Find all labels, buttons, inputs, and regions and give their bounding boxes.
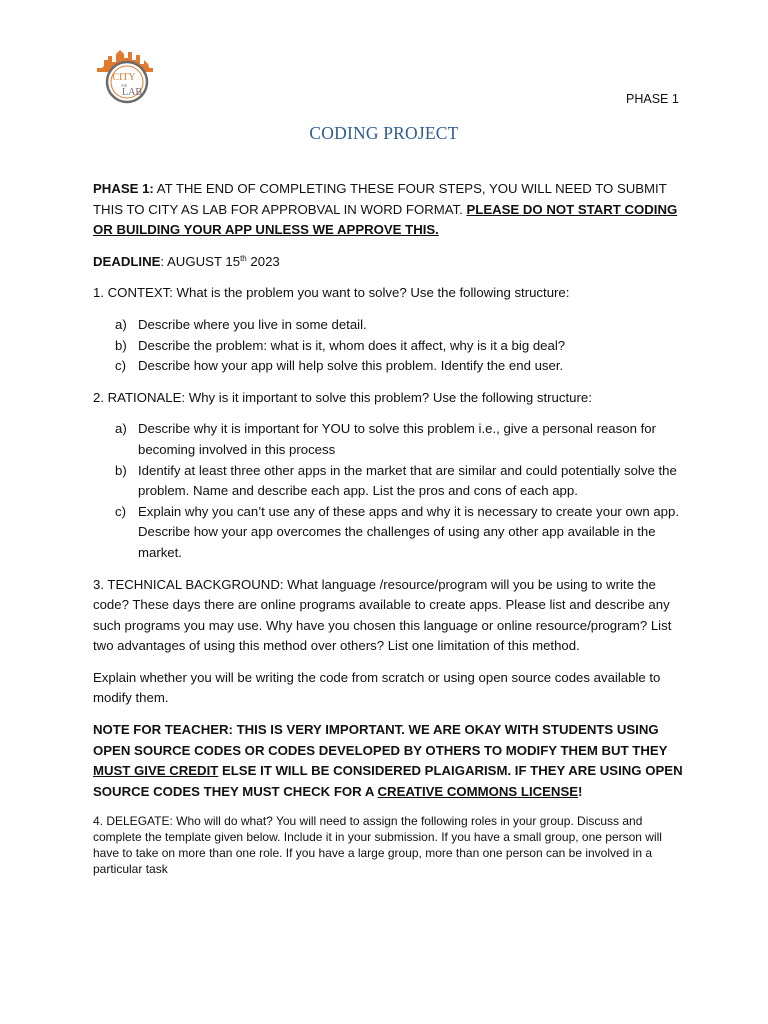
logo-text-as: AS (120, 83, 128, 88)
phase-label: PHASE 1 (626, 92, 679, 106)
deadline-label: DEADLINE (93, 253, 161, 269)
deadline-year: 2023 (246, 253, 280, 269)
list-item (93, 356, 683, 377)
teacher-note (93, 720, 683, 802)
list-marker: a) (115, 316, 127, 332)
list-marker: b) (115, 337, 127, 353)
rationale-heading: 2. RATIONALE: Why is it important to solve this problem? Use the following structure: (93, 389, 592, 405)
teacher-note-part1: NOTE FOR TEACHER: THIS IS VERY IMPORTANT. WE ARE OKAY WITH STUDENTS USING OPEN SOURCE CODES OR CODES DEVELOPED BY OTHERS TO MODIFY THEM BUT THEY (93, 722, 668, 758)
list-item (93, 461, 683, 502)
list-item-text: Describe why it is important for YOU to solve this problem i.e., give a personal reason for becoming involved in this process (138, 421, 656, 457)
deadline-line (93, 252, 683, 273)
list-item (93, 419, 683, 460)
teacher-note-license: CREATIVE COMMONS LICENSE (377, 783, 579, 799)
list-item (93, 502, 683, 564)
list-item-text: Explain why you can’t use any of these apps and why it is necessary to create your own app. Describe how your app overcomes the challenges of using any other app available in the market. (138, 503, 679, 560)
city-as-lab-logo (94, 44, 156, 106)
list-marker: b) (115, 462, 127, 478)
intro-emphasis: PLEASE DO NOT START CODING OR BUILDING YOUR APP UNLESS WE APPROVE THIS. (93, 201, 678, 238)
list-item-text: Identify at least three other apps in the market that are similar and could potentially solve the problem. Name and describe each app. List the pros and cons of each app. (138, 462, 677, 499)
page-title: CODING PROJECT (309, 123, 459, 143)
intro-lead: PHASE 1: (93, 181, 154, 196)
logo-text-lab: LAB (122, 87, 142, 98)
technical-background-paragraph: 3. TECHNICAL BACKGROUND: What language /resource/program will you be using to write the code? These days there are online programs available to create apps. Please list and describe any such programs you may use. Why have you chosen this language or online resource/program? List two advantages of using this method over others? List one limitation of this method. (93, 576, 672, 654)
rationale-list (93, 419, 683, 563)
teacher-note-credit: MUST GIVE CREDIT (93, 763, 219, 779)
list-item-text: Describe where you live in some detail. (138, 316, 367, 332)
list-item (93, 336, 683, 357)
explain-paragraph: Explain whether you will be writing the code from scratch or using open source codes available to modify them. (93, 669, 661, 706)
list-marker: c) (115, 358, 126, 374)
logo-text-city: CITY (112, 72, 136, 83)
document-body (93, 179, 683, 888)
list-item-text: Describe how your app will help solve this problem. Identify the end user. (138, 358, 564, 374)
context-list (93, 315, 683, 377)
list-marker: c) (115, 503, 126, 519)
deadline-sup: th (240, 253, 247, 263)
list-item (93, 315, 683, 336)
list-marker: a) (115, 421, 127, 437)
intro-text: AT THE END OF COMPLETING THESE FOUR STEPS, YOU WILL NEED TO SUBMIT THIS TO CITY AS LAB FOR APPROBVAL IN WORD FORMAT. (93, 181, 667, 217)
deadline-date: : AUGUST 15 (160, 253, 241, 269)
delegate-paragraph: 4. DELEGATE: Who will do what? You will need to assign the following roles in your group. Discuss and complete the template given below. Include it in your submission. If you have a small group, one person will have to take on more than one role. If you have a large group, more than one person can be involved in a particular task (93, 814, 662, 877)
list-item-text: Describe the problem: what is it, whom does it affect, why is it a big deal? (138, 337, 566, 353)
intro-paragraph (93, 179, 683, 241)
context-heading: 1. CONTEXT: What is the problem you want to solve? Use the following structure: (93, 285, 570, 301)
teacher-note-end: ! (578, 783, 583, 799)
teacher-note-part2: ELSE IT WILL BE CONSIDERED PLAIGARISM. IF THEY ARE USING OPEN SOURCE CODES THEY MUST CHECK FOR A (93, 763, 683, 799)
